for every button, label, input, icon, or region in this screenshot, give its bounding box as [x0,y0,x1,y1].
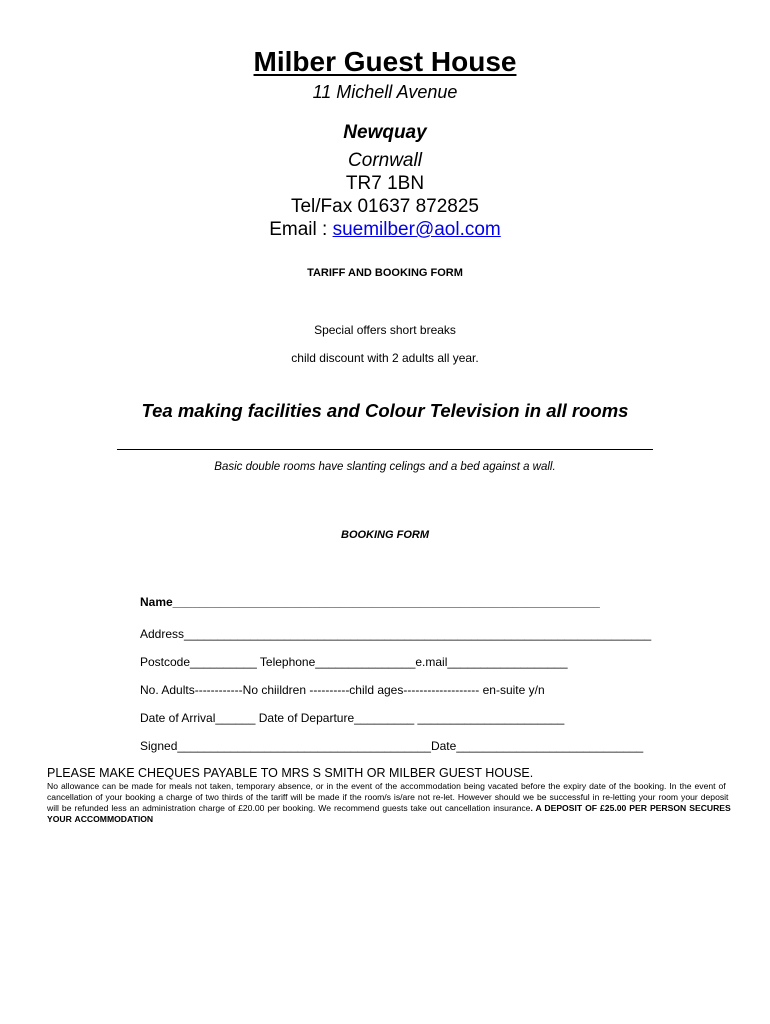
deposit-notice: . A DEPOSIT OF £25.00 PER PERSON SECURES YOUR ACCOMMODATION [47,803,731,824]
arrival-departure-field: Date of Arrival______ Date of Departure_________ ______________________ [140,711,565,725]
page-title [0,46,770,78]
telephone-fax: Tel/Fax 01637 872825 [290,196,480,217]
special-offers: Special offers short breaks [314,323,456,337]
cheques-notice: PLEASE MAKE CHEQUES PAYABLE TO MRS S SMITH OR MILBER GUEST HOUSE. [47,766,534,780]
county: Cornwall [348,150,422,171]
street-address: 11 Michell Avenue [312,82,458,102]
adults-children-field: No. Adults------------No chiildren ----------child ages------------------- en-suite y/n [140,683,545,697]
facilities-heading: Tea making facilities and Colour Television in all rooms [141,400,629,421]
name-field: Name________________________________________________________________ [140,595,600,609]
guest-house-name: Milber Guest House [253,46,517,77]
terms-body: No allowance can be made for meals not taken, temporary absence, or in the event of the accommodation being vacated before the expiry date of the booking. In the event of cancellation of your booking a charge of two thirds of the tariff will be made if the room/s is/are not re-let. However should we be successful in re-letting your room your deposit will be refunded less an administration charge of £20.00 per booking. We recommend guests take out cancellation insurance [47,781,729,813]
booking-form-heading: BOOKING FORM [341,529,429,541]
signature-date-field: Signed______________________________________Date____________________________ [140,739,644,753]
email-line [0,219,770,241]
email-link[interactable]: suemilber@aol.com [332,219,501,240]
town: Newquay [343,122,427,143]
divider [117,449,653,450]
address-field: Address______________________________________________________________________ [140,627,652,641]
email-label: Email : [269,219,333,240]
rooms-note: Basic double rooms have slanting celings and a bed against a wall. [214,461,556,473]
tariff-heading: TARIFF AND BOOKING FORM [307,267,463,279]
postcode-telephone-email-field: Postcode__________ Telephone_______________e.mail__________________ [140,655,568,669]
terms-and-conditions [47,781,737,825]
postcode: TR7 1BN [345,173,425,194]
child-discount: child discount with 2 adults all year. [291,351,479,365]
